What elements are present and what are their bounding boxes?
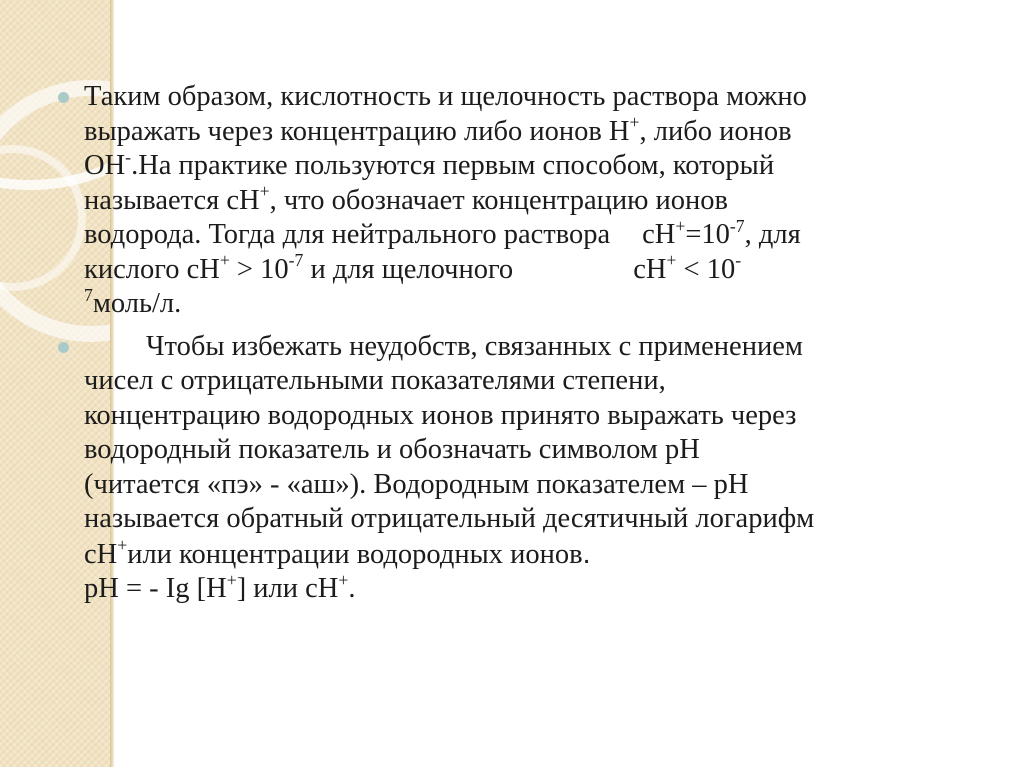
text-run: выражать через концентрацию либо ионов H <box>84 115 630 147</box>
text-run: Таким образом, кислотность и щелочность раствора можно <box>84 81 807 112</box>
text-line <box>84 284 1008 322</box>
text-run: сH <box>642 219 676 250</box>
text-line <box>84 537 1008 573</box>
text-run: сH <box>633 253 667 285</box>
text-run: моль/л. <box>92 288 182 319</box>
superscript: -7 <box>729 215 745 236</box>
text-run: (читается «пэ» - «аш»). Водородным показателем – pH <box>84 468 749 500</box>
superscript: + <box>338 569 349 590</box>
paragraph-1 <box>58 80 1008 322</box>
text-run: pH = - Ig [H <box>84 573 227 604</box>
text-line <box>84 569 1008 607</box>
text-run: < 10 <box>676 253 736 285</box>
text-line <box>84 250 1008 288</box>
text-line <box>84 112 1008 150</box>
superscript: + <box>666 250 677 271</box>
text-run: называется сH <box>84 184 260 216</box>
superscript: + <box>259 181 270 202</box>
text-line <box>84 146 1008 184</box>
text-line <box>84 502 1008 537</box>
superscript: + <box>226 569 237 590</box>
superscript: 7 <box>84 284 93 305</box>
text-run: концентрацию водородных ионов принято выражать через <box>84 399 797 431</box>
text-run: сH <box>84 538 118 570</box>
text-line <box>84 364 1008 399</box>
paragraph-2 <box>58 330 1008 607</box>
superscript: -7 <box>288 250 304 271</box>
text-run: Чтобы избежать неудобств, связанных с применением <box>146 330 803 362</box>
superscript: + <box>629 112 640 133</box>
text-run: ] или сH <box>236 573 339 604</box>
bullet-icon <box>58 92 69 103</box>
text-run: , для <box>744 219 801 250</box>
text-line <box>84 215 1008 253</box>
text-line <box>84 399 1008 434</box>
superscript: + <box>117 535 128 556</box>
text-run: OH <box>84 150 126 181</box>
text-line <box>84 330 1008 365</box>
superscript: + <box>219 250 230 271</box>
superscript: - <box>735 250 742 271</box>
text-run: чисел с отрицательными показателями степени, <box>84 365 666 396</box>
text-run: называется обратный отрицательный десятичный логарифм <box>84 503 815 534</box>
text-run: и для щелочного <box>303 253 514 285</box>
text-line <box>84 468 1008 503</box>
text-run: или концентрации водородных ионов <box>127 538 583 570</box>
text-run: . <box>348 573 356 604</box>
text-run: . <box>582 537 591 570</box>
text-run: водорода. Тогда для нейтрального раствора <box>84 219 611 250</box>
text-line <box>84 80 1008 115</box>
slide-content <box>58 80 1008 615</box>
text-line <box>84 433 1008 468</box>
text-run: .На практике пользуются первым способом, который <box>131 150 775 181</box>
bullet-icon <box>58 342 69 353</box>
text-run: =10 <box>685 219 730 250</box>
text-run: кислого сH <box>84 253 220 285</box>
text-run: , либо ионов <box>639 115 792 147</box>
superscript: - <box>125 146 132 167</box>
text-run: , что обозначает концентрацию ионов <box>269 184 728 216</box>
text-line <box>84 181 1008 219</box>
text-run: водородный показатель и обозначать символом pH <box>84 434 700 465</box>
text-run: > 10 <box>229 253 289 285</box>
superscript: + <box>675 215 686 236</box>
